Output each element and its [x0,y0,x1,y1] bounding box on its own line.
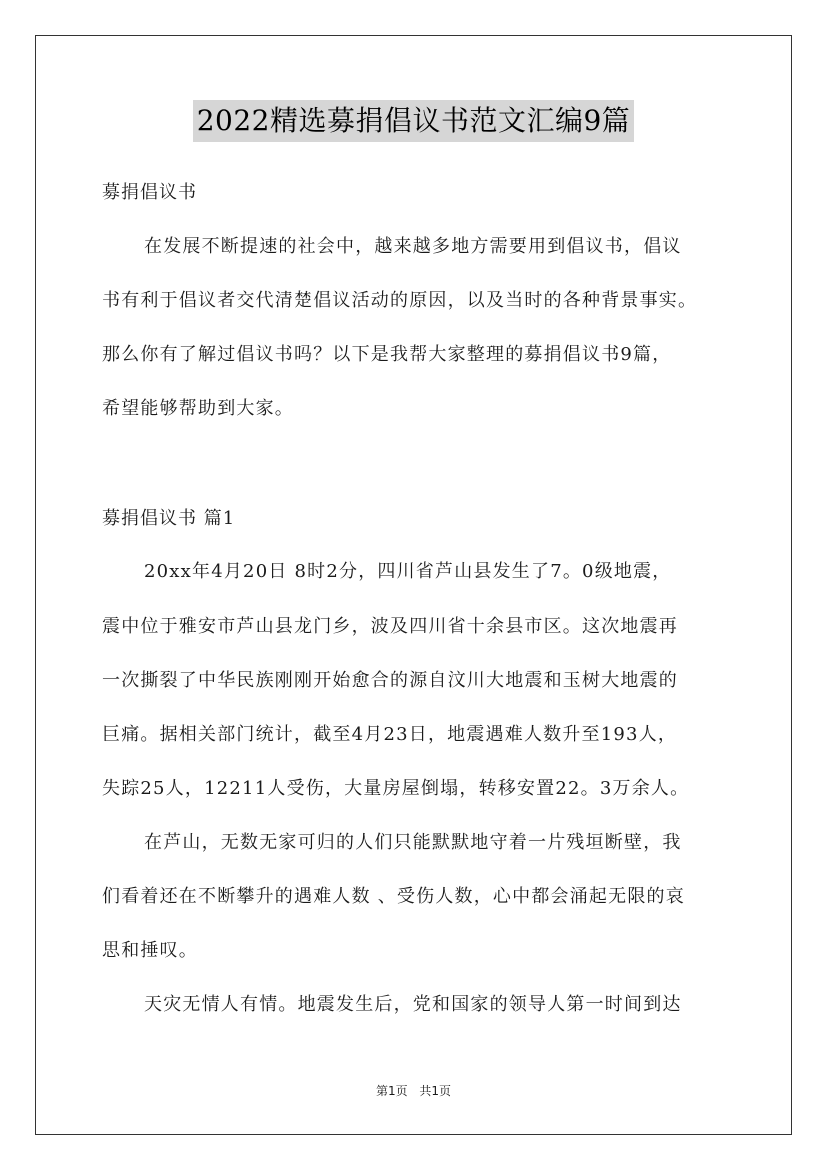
page-footer [0,1082,827,1099]
document-title: 2022精选募捐倡议书范文汇编9篇 [193,100,635,142]
intro-line: 书有利于倡议者交代清楚倡议活动的原因，以及当时的各种背景事实。 [102,290,698,311]
body-line: 一次撕裂了中华民族刚刚开始愈合的源自汶川大地震和玉树大地震的 [102,670,678,691]
body-line: 思和捶叹。 [102,940,198,961]
page-number: 第1页 [375,1084,408,1098]
article-heading: 募捐倡议书 篇1 [102,508,236,529]
intro-line: 那么你有了解过倡议书吗？以下是我帮大家整理的募捐倡议书9篇， [102,344,672,365]
body-line: 失踪25人，12211人受伤，大量房屋倒塌，转移安置22。3万余人。 [102,778,690,799]
intro-line: 在发展不断提速的社会中，越来越多地方需要用到倡议书，倡议 [144,236,682,257]
body-line: 20xx年4月20日 8时2分，四川省芦山县发生了7。0级地震， [144,561,672,582]
intro-line: 希望能够帮助到大家。 [102,398,294,419]
body-line: 在芦山，无数无家可归的人们只能默默地守着一片残垣断壁，我 [144,832,682,853]
page-total: 共1页 [419,1084,452,1098]
document-title-container [0,100,827,142]
body-line: 巨痛。据相关部门统计，截至4月23日，地震遇难人数升至193人， [102,724,678,745]
body-line: 天灾无情人有情。地震发生后，党和国家的领导人第一时间到达 [144,994,682,1015]
section-heading: 募捐倡议书 [102,182,197,203]
body-line: 们看着还在不断攀升的遇难人数 、受伤人数，心中都会涌起无限的哀 [102,886,685,907]
body-line: 震中位于雅安市芦山县龙门乡，波及四川省十余县市区。这次地震再 [102,616,678,637]
